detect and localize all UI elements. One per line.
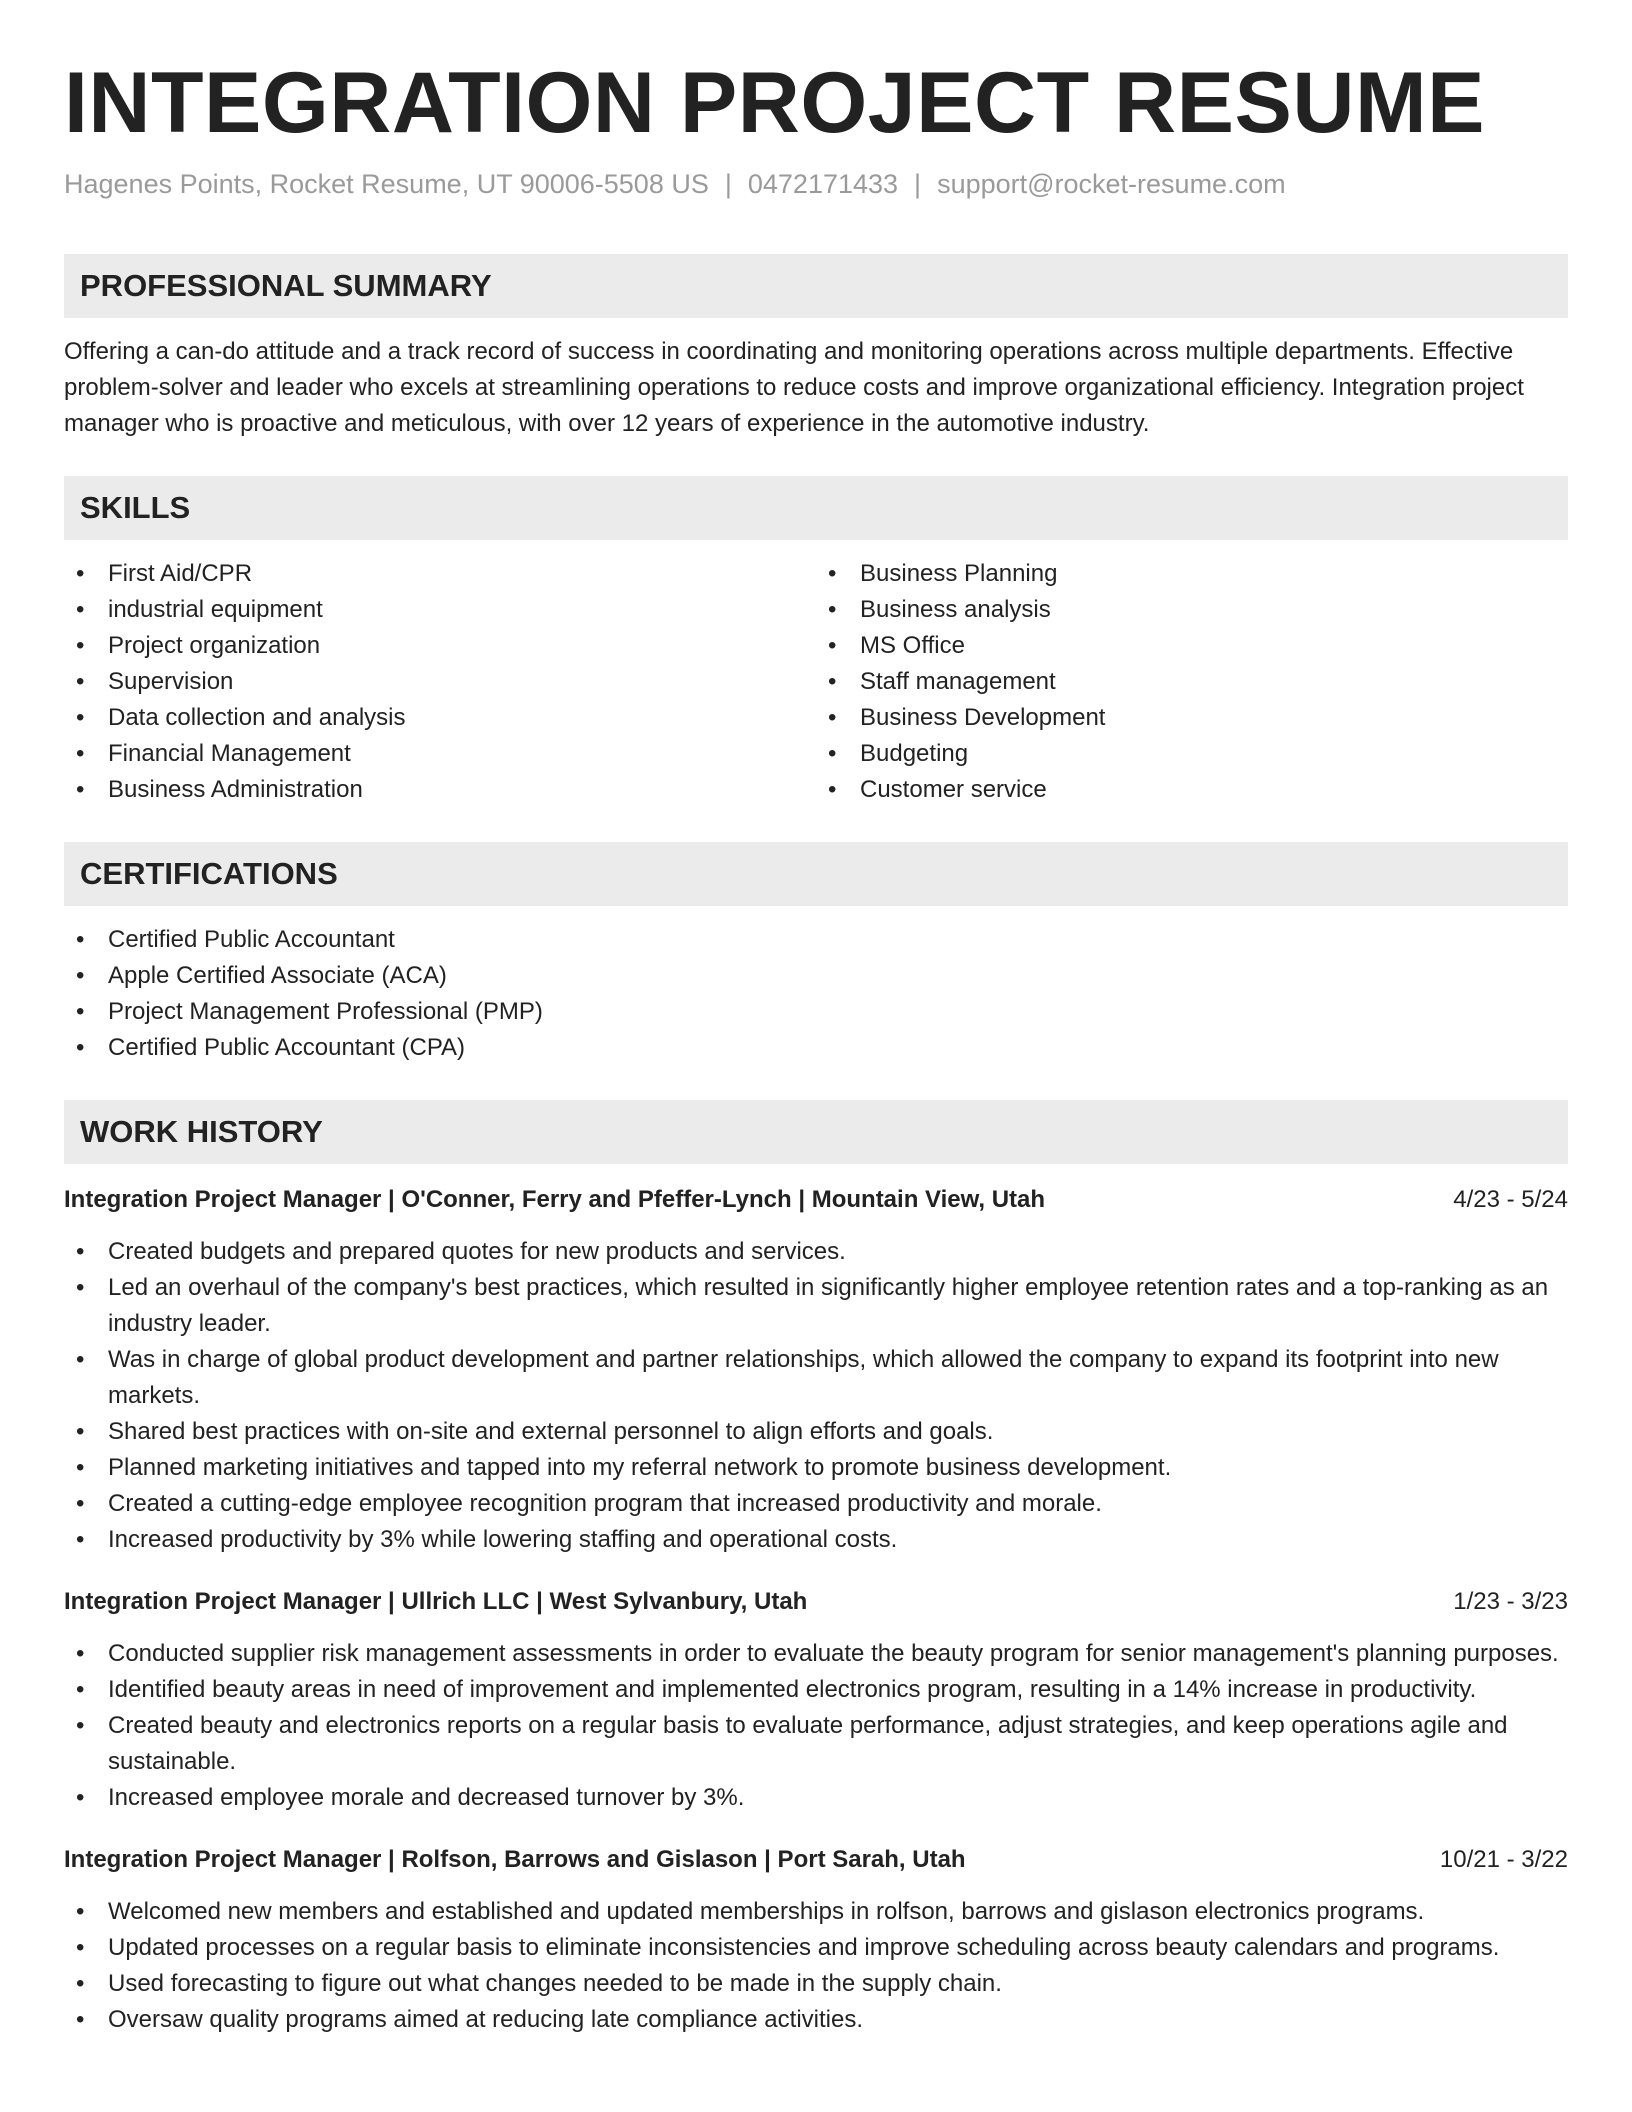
job-bullet: • Welcomed new members and established and updated memberships in rolfson, barrows and gislason electronics programs. bbox=[64, 1894, 1568, 1930]
job-title: Integration Project Manager | Ullrich LLC | West Sylvanbury, Utah bbox=[64, 1587, 808, 1615]
job-title: Integration Project Manager | O'Conner, Ferry and Pfeffer-Lynch | Mountain View, Utah bbox=[64, 1185, 1046, 1213]
certification-item: • Project Management Professional (PMP) bbox=[64, 994, 1568, 1030]
job-bullet: • Used forecasting to figure out what changes needed to be made in the supply chain. bbox=[64, 1966, 1568, 2002]
certification-item: • Certified Public Accountant bbox=[64, 922, 1568, 958]
job-dates: 1/23 - 3/23 bbox=[1453, 1587, 1568, 1615]
contact-address: Hagenes Points, Rocket Resume, UT 90006-5508 US bbox=[64, 168, 709, 199]
contact-line bbox=[64, 167, 1568, 202]
job-bullet: • Increased productivity by 3% while lowering staffing and operational costs. bbox=[64, 1522, 1568, 1558]
job-entry bbox=[64, 1584, 1568, 1816]
job-bullets bbox=[64, 1894, 1568, 2038]
certification-item: • Certified Public Accountant (CPA) bbox=[64, 1030, 1568, 1066]
job-bullet: • Shared best practices with on-site and external personnel to align efforts and goals. bbox=[64, 1414, 1568, 1450]
contact-separator: | bbox=[914, 168, 922, 199]
job-bullet: • Identified beauty areas in need of improvement and implemented electronics program, resulting in a 14% increase in productivity. bbox=[64, 1672, 1568, 1708]
skill-item: • Staff management bbox=[816, 664, 1568, 700]
job-bullet: • Planned marketing initiatives and tapped into my referral network to promote business development. bbox=[64, 1450, 1568, 1486]
certifications-list bbox=[64, 922, 1568, 1066]
resume-title: INTEGRATION PROJECT RESUME bbox=[64, 55, 1485, 151]
skills-columns bbox=[64, 556, 1568, 808]
job-bullet: • Created a cutting-edge employee recognition program that increased productivity and morale. bbox=[64, 1486, 1568, 1522]
job-header bbox=[64, 1842, 1568, 1878]
skill-item: • Financial Management bbox=[64, 736, 816, 772]
skill-item: • Business Development bbox=[816, 700, 1568, 736]
skill-item: • Business Administration bbox=[64, 772, 816, 808]
job-bullet: • Updated processes on a regular basis to eliminate inconsistencies and improve scheduling across beauty calendars and programs. bbox=[64, 1930, 1568, 1966]
summary-text: Offering a can-do attitude and a track record of success in coordinating and monitoring operations across multiple departments. Effective problem-solver and leader who excels at streamlining operations to reduce costs and improve organizational efficiency. Integration project manager who is proactive and meticulous, with over 12 years of experience in the automotive industry. bbox=[64, 337, 1524, 437]
contact-separator: | bbox=[724, 168, 732, 199]
skill-item: • First Aid/CPR bbox=[64, 556, 816, 592]
skill-item: • Business analysis bbox=[816, 592, 1568, 628]
job-bullet: • Oversaw quality programs aimed at reducing late compliance activities. bbox=[64, 2002, 1568, 2038]
job-dates: 10/21 - 3/22 bbox=[1439, 1845, 1568, 1873]
job-title: Integration Project Manager | Rolfson, Barrows and Gislason | Port Sarah, Utah bbox=[64, 1845, 966, 1873]
contact-phone: 0472171433 bbox=[747, 168, 899, 199]
job-bullet: • Created budgets and prepared quotes for new products and services. bbox=[64, 1234, 1568, 1270]
job-bullet: • Conducted supplier risk management assessments in order to evaluate the beauty program for senior management's planning purposes. bbox=[64, 1636, 1568, 1672]
job-entry bbox=[64, 1182, 1568, 1558]
job-header bbox=[64, 1584, 1568, 1620]
job-bullets bbox=[64, 1234, 1568, 1558]
job-entry bbox=[64, 1842, 1568, 2038]
job-bullets bbox=[64, 1636, 1568, 1816]
job-bullet: • Led an overhaul of the company's best practices, which resulted in significantly higher employee retention rates and a top-ranking as an industry leader. bbox=[64, 1270, 1568, 1342]
summary-heading: PROFESSIONAL SUMMARY bbox=[64, 254, 1568, 318]
job-bullet: • Was in charge of global product development and partner relationships, which allowed the company to expand its footprint into new markets. bbox=[64, 1342, 1568, 1414]
skill-item: • MS Office bbox=[816, 628, 1568, 664]
skill-item: • Data collection and analysis bbox=[64, 700, 816, 736]
skills-list-right bbox=[816, 556, 1568, 808]
skill-item: • Budgeting bbox=[816, 736, 1568, 772]
job-bullet: • Created beauty and electronics reports on a regular basis to evaluate performance, adjust strategies, and keep operations agile and sustainable. bbox=[64, 1708, 1568, 1780]
skill-item: • Supervision bbox=[64, 664, 816, 700]
job-bullet: • Increased employee morale and decreased turnover by 3%. bbox=[64, 1780, 1568, 1816]
skill-item: • industrial equipment bbox=[64, 592, 816, 628]
work-history-heading: WORK HISTORY bbox=[64, 1100, 1568, 1164]
skill-item: • Customer service bbox=[816, 772, 1568, 808]
contact-email: support@rocket-resume.com bbox=[937, 168, 1286, 199]
job-header bbox=[64, 1182, 1568, 1218]
certifications-heading: CERTIFICATIONS bbox=[64, 842, 1568, 906]
certification-item: • Apple Certified Associate (ACA) bbox=[64, 958, 1568, 994]
skills-list-left bbox=[64, 556, 816, 808]
job-dates: 4/23 - 5/24 bbox=[1453, 1185, 1568, 1213]
skills-heading: SKILLS bbox=[64, 476, 1568, 540]
skill-item: • Business Planning bbox=[816, 556, 1568, 592]
skill-item: • Project organization bbox=[64, 628, 816, 664]
